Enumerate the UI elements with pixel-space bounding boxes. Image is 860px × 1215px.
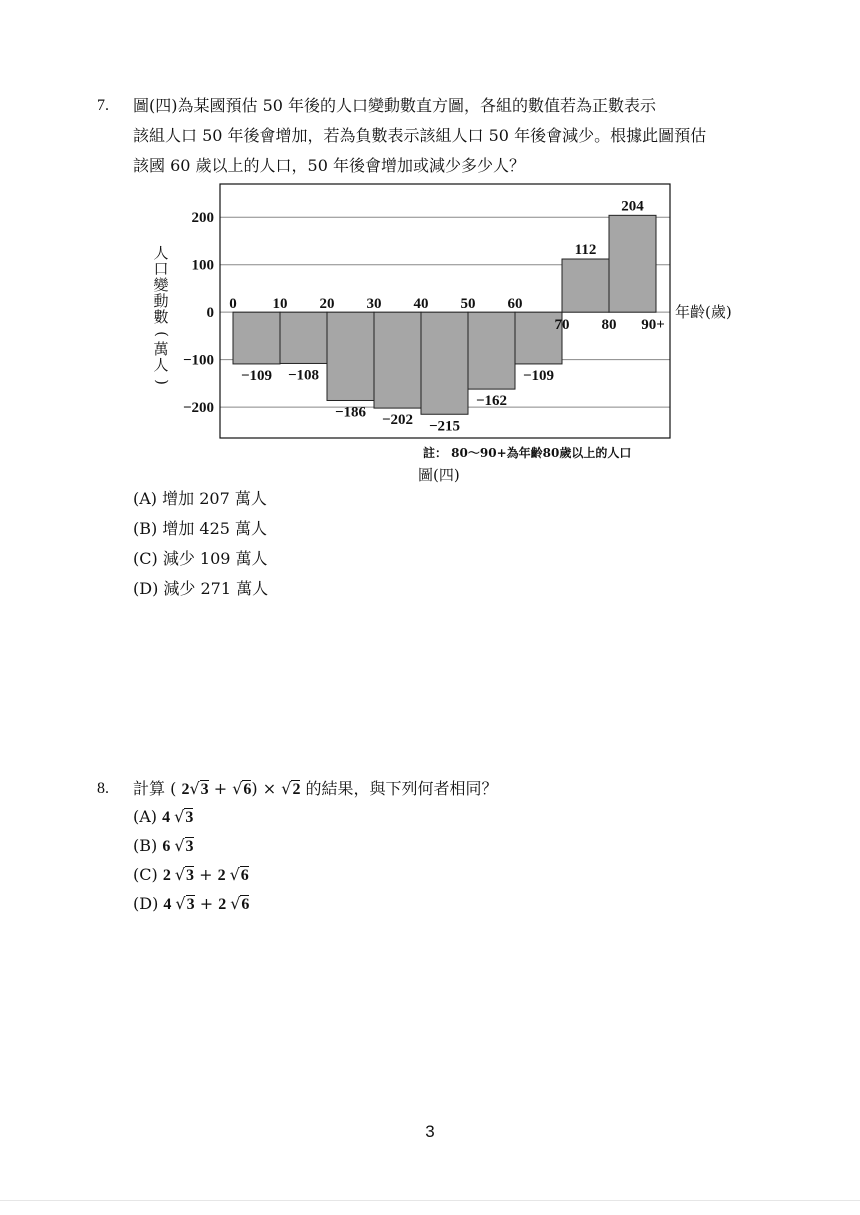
sqrt-icon: √ [174,807,185,826]
x-tick-label: 80 [601,317,617,334]
radicand: 2 [292,781,301,798]
option-label: (C) [133,865,163,884]
x-tick-label: 60 [507,296,523,313]
histogram-bar [421,312,468,414]
sqrt-icon: √ [174,836,185,855]
option-c[interactable] [133,861,249,890]
histogram-bar [233,312,280,364]
y-axis-title-char: ( [153,331,171,337]
sqrt-icon: √ [232,779,243,798]
plus-sign: + [194,865,218,884]
question-text [133,775,498,804]
sqrt-icon: √ [189,779,200,798]
option-label: (D) [133,894,164,913]
sqrt-icon: √ [229,865,240,884]
page-number: 3 [425,1122,435,1141]
radicand: 3 [200,781,209,798]
sqrt-icon: √ [175,894,186,913]
option-d[interactable] [133,890,249,919]
radicand: 6 [241,896,250,913]
y-tick-label: 100 [191,257,214,274]
radicand: 3 [185,809,194,826]
plus-sign: + [194,894,219,913]
coefficient: 6 [162,838,175,855]
expression: ( 2√3 + √6) × √2 [170,779,301,798]
value-label: −186 [334,404,367,421]
x-tick-label: 0 [229,296,237,313]
y-axis-title-char: ) [153,379,171,385]
y-tick-label: 0 [206,305,214,322]
y-tick-label: −100 [182,352,214,369]
value-label: −162 [475,393,508,410]
option-label: (B) [133,836,163,855]
option-d[interactable]: (D) 減少 271 萬人 [133,579,269,598]
sqrt-icon: √ [174,865,186,884]
coefficient: 4 [162,809,175,826]
y-axis-title-char: 口 [153,260,169,278]
option-a[interactable] [133,803,193,832]
x-tick-label: 90+ [641,317,665,334]
x-axis-title: 年齡(歲) [675,303,732,322]
coefficient: 2 [217,867,230,884]
coefficient: 4 [163,896,176,913]
coefficient: 2 [162,867,175,884]
y-axis-title-char: 變 [153,276,169,294]
value-label: −108 [287,367,320,384]
histogram-bar [468,312,515,389]
x-tick-label: 20 [319,296,335,313]
option-label: (A) [133,807,163,826]
divider [0,1200,860,1201]
question-text-line: 該組人口 50 年後會增加，若為負數表示該組人口 50 年後會減少。根據此圖預估 [133,126,707,145]
value-label: −109 [240,367,273,384]
radicand: 6 [240,867,249,884]
question-text-line: 該國 60 歲以上的人口，50 年後會增加或減少多少人？ [133,156,525,175]
x-tick-label: 30 [366,296,382,313]
y-tick-label: 200 [191,210,214,227]
sqrt-icon: √ [281,779,292,798]
value-label: −202 [381,412,414,429]
question-8 [97,775,777,925]
y-axis-title-char: 萬 [153,340,169,358]
option-c[interactable]: (C) 減少 109 萬人 [133,549,268,568]
x-tick-label: 70 [554,317,570,334]
option-b[interactable]: (B) 增加 425 萬人 [133,519,268,538]
radicand: 6 [243,781,252,798]
histogram-bar [327,312,374,400]
value-label: 204 [621,198,644,215]
x-tick-label: 10 [272,296,288,313]
prompt-prefix: 計算 [133,779,166,798]
histogram-bar [374,312,421,408]
x-tick-label: 40 [413,296,429,313]
radicand: 3 [186,896,195,913]
x-tick-label: 50 [460,296,476,313]
y-axis-title-char: 動 [153,292,169,310]
y-axis-title-char: 人 [153,244,169,262]
prompt-suffix: 的結果，與下列何者相同？ [305,779,498,798]
histogram-bar [609,215,656,312]
value-label: −215 [428,418,461,435]
histogram-bar [562,259,609,312]
question-number: 8. [97,780,109,797]
coefficient: 2 [181,781,190,798]
radicand: 3 [185,838,194,855]
coefficient: 2 [218,896,231,913]
figure-caption: 圖(四) [418,466,460,484]
histogram-bar [280,312,327,363]
y-axis-title [152,244,171,385]
value-label: 112 [574,242,597,259]
question-text-line: 圖(四)為某國預估 50 年後的人口變動數直方圖，各組的數值若為正數表示 [133,96,657,115]
radicand: 3 [186,867,195,884]
option-b[interactable] [133,832,194,861]
y-axis-title-char: 人 [153,356,169,374]
value-label: −109 [522,367,555,384]
y-tick-layer [183,210,214,416]
y-axis-title-char: 數 [153,308,169,326]
sqrt-icon: √ [230,894,241,913]
option-a[interactable]: (A) 增加 207 萬人 [133,489,267,508]
y-tick-label: −200 [182,400,214,417]
question-number: 7. [97,97,109,114]
population-change-histogram [140,176,760,488]
chart-note: 註： 80～90+為年齡80歲以上的人口 [423,446,632,460]
